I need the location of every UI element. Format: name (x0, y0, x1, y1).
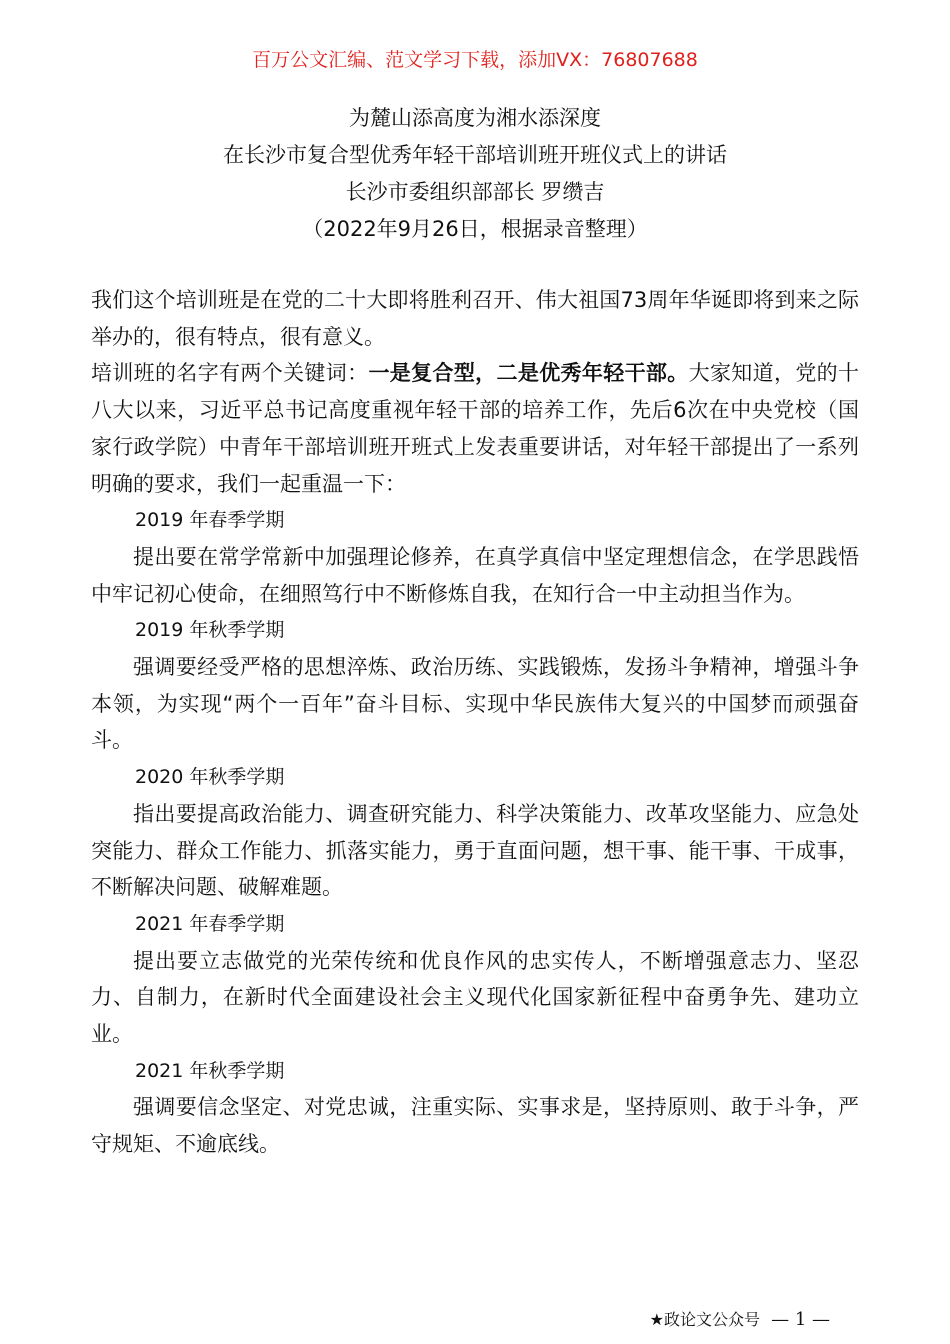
paragraph-intro: 我们这个培训班是在党的二十大即将胜利召开、伟大祖国73周年华诞即将到来之际举办的，很有特点，很有意义。 (91, 288, 859, 349)
paragraph-keywords (91, 355, 859, 502)
term-paragraph: 指出要提高政治能力、调查研究能力、科学决策能力、改革攻坚能力、应急处突能力、群众工作能力、抓落实能力，勇于直面问题，想干事、能干事、干成事，不断解决问题、破解难题。 (91, 801, 859, 900)
speech-title: 为麓山添高度为湘水添深度 (349, 106, 601, 130)
keywords-lead-text: 培训班的名字有两个关键词： (91, 361, 369, 386)
document-body (91, 282, 859, 1163)
term-heading: 2019 年春季学期 (135, 509, 285, 532)
term-heading: 2020 年秋季学期 (135, 766, 285, 789)
keywords-rest-text: 大家知道，党的十八大以来，习近平总书记高度重视年轻干部的培养工作，先后6次在中央党校（国家行政学院）中青年干部培训班开班式上发表重要讲话，对年轻干部提出了一系列明确的要求，我们一起重温一下： (91, 361, 860, 496)
speech-subtitle: 在长沙市复合型优秀年轻干部培训班开班仪式上的讲话 (223, 143, 727, 167)
title-block (0, 100, 950, 248)
term-paragraph: 强调要信念坚定、对党忠诚，注重实际、实事求是，坚持原则、敢于斗争，严守规矩、不逾底线。 (91, 1095, 859, 1157)
term-paragraph: 提出要在常学常新中加强理论修养，在真学真信中坚定理想信念，在学思践悟中牢记初心使命，在细照笃行中不断修炼自我，在知行合一中主动担当作为。 (91, 544, 859, 606)
term-heading: 2021 年春季学期 (135, 912, 285, 935)
date-note: （2022年9月26日，根据录音整理） (302, 217, 648, 241)
footer-source-label: ★政论文公众号 (649, 1310, 760, 1329)
speaker-line: 长沙市委组织部部长 罗缵吉 (345, 180, 605, 204)
page-footer (650, 1308, 830, 1332)
keywords-bold-text: 一是复合型，二是优秀年轻干部。 (368, 361, 689, 386)
page-number: — 1 — (771, 1309, 830, 1330)
term-paragraph: 提出要立志做党的光荣传统和优良作风的忠实传人，不断增强意志力、坚忍力、自制力，在新时代全面建设社会主义现代化国家新征程中奋勇争先、建功立业。 (91, 948, 859, 1047)
term-heading: 2019 年秋季学期 (135, 619, 285, 642)
watermark-banner: 百万公文汇编、范文学习下载，添加VX：76807688 (252, 49, 698, 71)
term-paragraph: 强调要经受严格的思想淬炼、政治历练、实践锻炼，发扬斗争精神，增强斗争本领，为实现“两个一百年”奋斗目标、实现中华民族伟大复兴的中国梦而顽强奋斗。 (91, 655, 859, 753)
term-heading: 2021 年秋季学期 (135, 1059, 285, 1082)
